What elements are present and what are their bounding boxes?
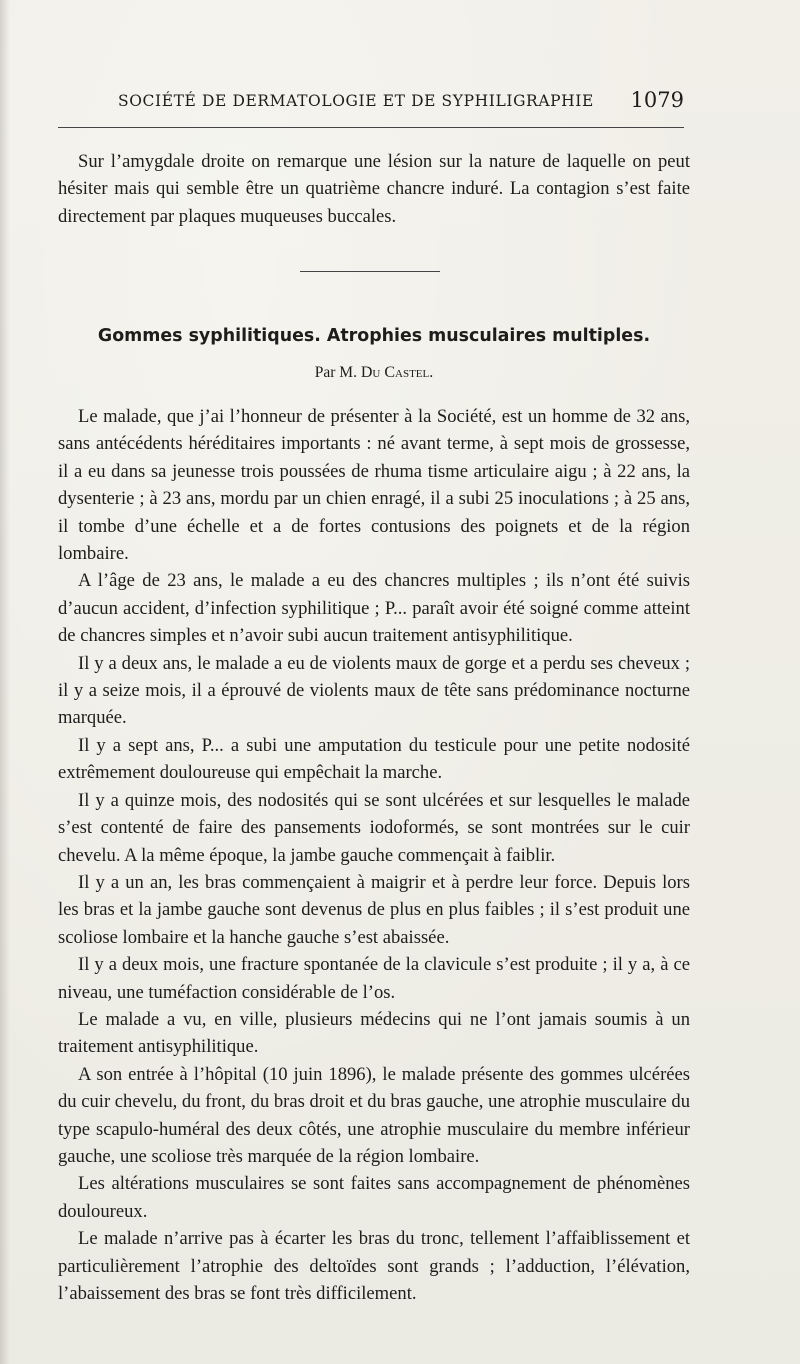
page-number: 1079 — [630, 88, 684, 112]
section-title: Gommes syphilitiques. Atrophies musculaires multiples. — [97, 326, 651, 346]
intro-paragraph: Sur l’amygdale droite on remarque une lésion sur la nature de laquelle on peut hésiter mais qui semble être un quatrième chancre induré. La contagion s’est faite directement par plaques muqueuses buccales. — [58, 151, 690, 227]
section-divider — [300, 271, 440, 272]
intro-block — [58, 148, 690, 230]
paragraph: A l’âge de 23 ans, le malade a eu des chancres multiples ; ils n’ont été suivis d’aucun accident, d’infection syphilitique ; P... paraît avoir été soigné comme atteint de chancres simples et n’avoir subi aucun traitement antisyphilitique. — [58, 570, 690, 647]
running-head — [118, 88, 684, 118]
header-rule — [58, 127, 684, 128]
byline — [58, 364, 690, 382]
byline-author: Du Castel. — [360, 364, 434, 381]
paragraph: Il y a deux mois, une fracture spontanée de la clavicule s’est produite ; il y a, à ce niveau, une tuméfaction considérable de l’os. — [58, 954, 690, 1003]
page-edge-shadow — [0, 0, 10, 1364]
paragraph: Il y a un an, les bras commençaient à maigrir et à perdre leur force. Depuis lors les bras et la jambe gauche sont devenus de plus en plus faibles ; il s’est produit une scoliose lombaire et la hanche gauche s’est abaissée. — [58, 871, 690, 948]
paragraph: Le malade n’arrive pas à écarter les bras du tronc, tellement l’affaiblissement et particulièrement l’atrophie des deltoïdes sont grands ; l’adduction, l’élévation, l’abaissement des bras se font très difficilement. — [58, 1228, 690, 1304]
paragraph: Il y a deux ans, le malade a eu de violents maux de gorge et a perdu ses cheveux ; il y a seize mois, il a éprouvé de violents maux de tête sans prédominance nocturne marquée. — [58, 652, 690, 729]
paragraph: Le malade a vu, en ville, plusieurs médecins qui ne l’ont jamais soumis à un traitement antisyphilitique. — [58, 1008, 690, 1058]
paragraph: Les altérations musculaires se sont faites sans accompagnement de phénomènes douloureux. — [58, 1173, 690, 1222]
paragraph: Il y a quinze mois, des nodosités qui se sont ulcérées et sur lesquelles le malade s’est contenté de faire des pansements iodoformés, se sont montrées sur le cuir chevelu. A la même époque, la jambe gauche commençait à faiblir. — [58, 789, 690, 866]
article-body — [58, 403, 690, 1307]
byline-prefix: Par M. — [314, 364, 357, 381]
running-title: SOCIÉTÉ DE DERMATOLOGIE ET DE SYPHILIGRAPHIE — [118, 92, 594, 110]
paragraph: A son entrée à l’hôpital (10 juin 1896), le malade présente des gommes ulcérées du cuir chevelu, du front, du bras droit et du bras gauche, une atrophie musculaire du type scapulo-huméral des deux côtés, une atrophie musculaire du membre inférieur gauche, une scoliose très marquée de la région lombaire. — [58, 1063, 690, 1167]
paragraph: Le malade, que j’ai l’honneur de présenter à la Société, est un homme de 32 ans, sans antécédents héréditaires importants : né avant terme, à sept mois de grossesse, il a eu dans sa jeunesse trois poussées de rhuma tisme articulaire aigu ; à 22 ans, la dysenterie ; à 23 ans, mordu par un chien enragé, il a subi 25 inoculations ; à 25 ans, il tombe d’une échelle et a de fortes contusions des poignets et de la région lombaire. — [58, 406, 690, 565]
paragraph: Il y a sept ans, P... a subi une amputation du testicule pour une petite nodosité extrêmement douloureuse qui empêchait la marche. — [58, 734, 690, 784]
